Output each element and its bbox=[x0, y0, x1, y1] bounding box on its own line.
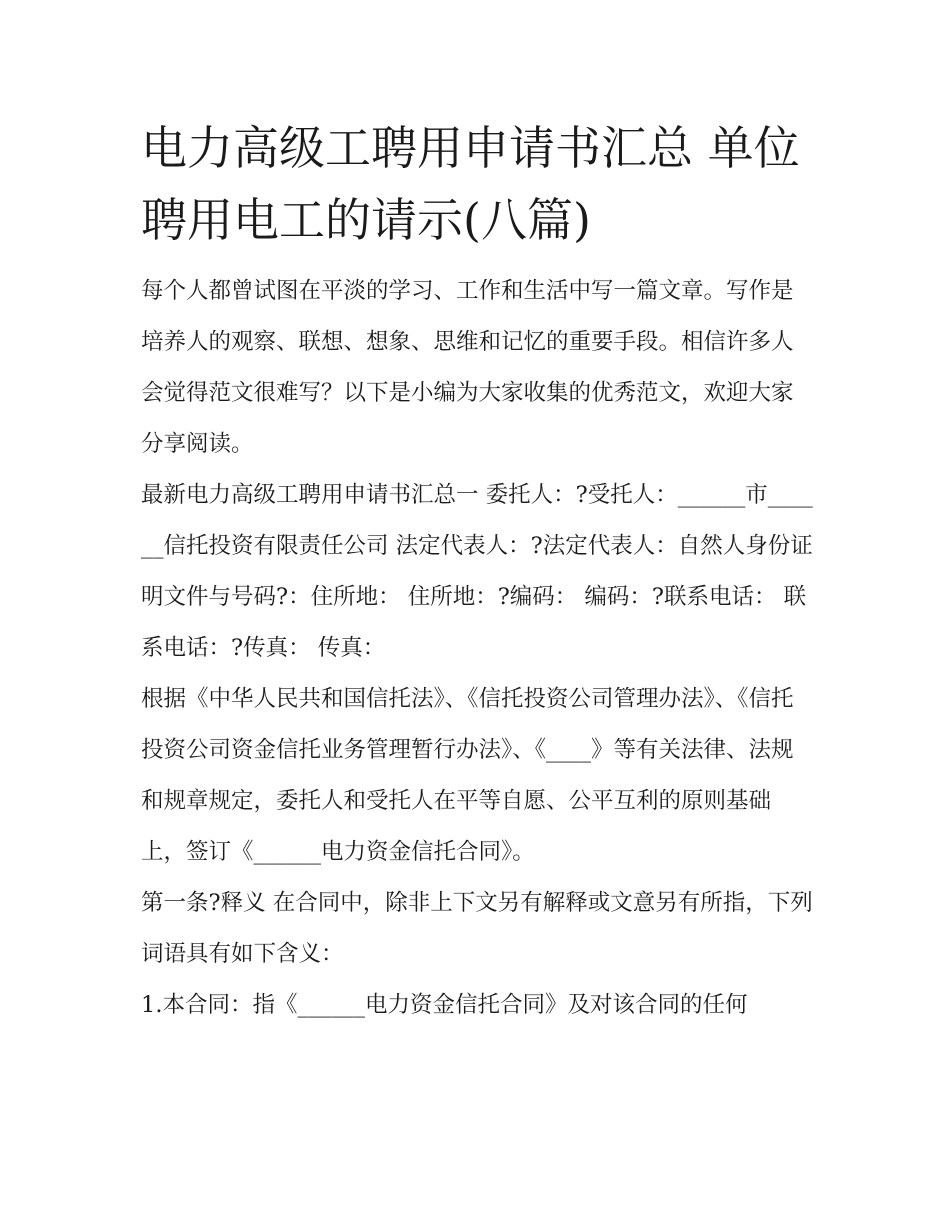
intro-paragraph: 每个人都曾试图在平淡的学习、工作和生活中写一篇文章。写作是培养人的观察、联想、想象、思维和记忆的重要手段。相信许多人会觉得范文很难写？以下是小编为大家收集的优秀范文，欢迎大家分享阅读。 bbox=[141, 278, 794, 457]
legal-basis-paragraph: 根据《中华人民共和国信托法》、《信托投资公司管理办法》、《信托投资公司资金信托业务管理暂行办法》、《____》等有关法律、法规和规章规定，委托人和受托人在平等自愿、公平互利的原则基础上，签订《______电力资金信托合同》。 bbox=[141, 686, 794, 865]
parties-paragraph: 最新电力高级工聘用申请书汇总一 委托人：?受托人：______市______信托投资有限责任公司 法定代表人：?法定代表人：自然人身份证明文件与号码?：住所地： 住所地：?编码： 编码：?联系电话： 联系电话：?传真： 传真： bbox=[141, 482, 813, 661]
document-title: 电力高级工聘用申请书汇总 单位聘用电工的请示(八篇) bbox=[141, 121, 800, 247]
article-one-paragraph: 第一条?释义 在合同中，除非上下文另有解释或文意另有所指，下列词语具有如下含义： bbox=[141, 890, 813, 967]
definition-paragraph: 1.本合同：指《______电力资金信托合同》及对该合同的任何 bbox=[141, 992, 748, 1018]
document-page bbox=[141, 112, 813, 1031]
